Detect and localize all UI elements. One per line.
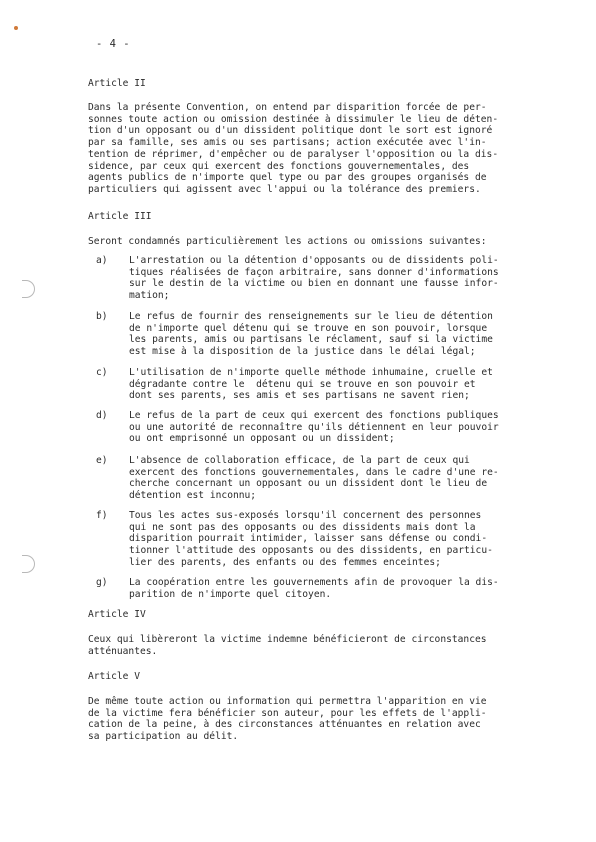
text-line: sonnes toute action ou omission destinée à dissimuler le lieu de déten- xyxy=(88,113,499,125)
item-text xyxy=(129,455,499,502)
article-iii-intro xyxy=(88,236,536,248)
text-line: sidence, par ceux qui exercent des fonctions gouvernementales, des xyxy=(88,160,470,172)
text-line: lier des parents, des enfants ou des femmes enceintes; xyxy=(129,556,441,568)
text-line: détention est inconnu; xyxy=(129,490,257,502)
article-ii-text xyxy=(88,102,536,196)
text-line: ou ont emprisonné un opposant ou un dissident; xyxy=(129,433,395,445)
text-line: exercent des fonctions gouvernementales, dans le cadre d'une re- xyxy=(129,466,499,478)
text-line: agents publics de n'importe quel type ou par des groupes organisés de xyxy=(88,172,487,184)
text-line: L'absence de collaboration efficace, de la part de ceux qui xyxy=(129,455,470,466)
text-line: tention de réprimer, d'empêcher ou de paralyser l'opposition ou la dis- xyxy=(88,148,499,160)
item-letter: e) xyxy=(96,455,108,466)
text-line: L'utilisation de n'importe quelle méthode inhumaine, cruelle et xyxy=(129,367,493,378)
item-text xyxy=(129,311,493,358)
text-line: de n'importe quel détenu qui se trouve en son pouvoir, lorsque xyxy=(129,322,488,334)
text-line: Le refus de la part de ceux qui exercent des fonctions publiques xyxy=(129,410,499,421)
item-text xyxy=(129,577,499,600)
article-v-heading: Article V xyxy=(88,671,140,682)
ink-mark xyxy=(14,26,18,30)
text-line: qui ne sont pas des opposants ou des dissidents mais dont la xyxy=(129,521,476,533)
text-line: Tous les actes sus-exposés lorsqu'il concernent des personnes xyxy=(129,510,482,521)
text-line: tionner l'attitude des opposants ou des dissidents, en particu- xyxy=(129,545,493,557)
item-text xyxy=(129,410,499,445)
article-ii-heading: Article II xyxy=(88,78,146,89)
text-line: Ceux qui libèreront la victime indemne bénéficieront de circonstances xyxy=(88,634,487,645)
item-text xyxy=(129,510,493,569)
text-line: sur le destin de la victime ou bien en donnant une fausse infor- xyxy=(129,278,499,290)
text-line: particuliers qui agissent avec l'appui ou la tolérance des premiers. xyxy=(88,183,481,195)
text-line: Le refus de fournir des renseignements sur le lieu de détention xyxy=(129,311,493,322)
punch-hole-bottom xyxy=(22,555,35,573)
text-line: De même toute action ou information qui permettra l'apparition en vie xyxy=(88,696,487,707)
article-v-text xyxy=(88,696,536,743)
text-line: les parents, amis ou partisans le réclament, sauf si la victime xyxy=(129,334,493,346)
text-line: dégradante contre le détenu qui se trouve en son pouvoir et xyxy=(129,378,476,390)
punch-hole-top xyxy=(22,280,35,298)
text-line: parition de n'importe quel citoyen. xyxy=(129,588,332,600)
text-line: Seront condamnés particulièrement les actions ou omissions suivantes: xyxy=(88,236,487,247)
article-iv-heading: Article IV xyxy=(88,609,146,620)
text-line: tion d'un opposant ou d'un dissident politique dont le sort est ignoré xyxy=(88,125,493,137)
item-letter: d) xyxy=(96,410,108,421)
item-letter: b) xyxy=(96,311,108,322)
text-line: par sa famille, ses amis ou ses partisans; action exécutée avec l'in- xyxy=(88,137,487,149)
text-line: est mise à la disposition de la justice dans le délai légal; xyxy=(129,346,476,358)
article-iii-heading: Article III xyxy=(88,211,152,222)
item-text xyxy=(129,367,493,402)
item-letter: c) xyxy=(96,367,108,378)
text-line: dont ses parents, ses amis et ses partisans ne savent rien; xyxy=(129,390,470,402)
text-line: L'arrestation ou la détention d'opposants ou de dissidents poli- xyxy=(129,255,499,266)
item-letter: f) xyxy=(96,510,108,521)
item-text xyxy=(129,255,499,302)
text-line: tiques réalisées de façon arbitraire, sans donner d'informations xyxy=(129,266,499,278)
page-number: - 4 - xyxy=(96,38,131,50)
item-letter: g) xyxy=(96,577,108,588)
text-line: ou une autorité de reconnaître qu'ils détiennent en leur pouvoir xyxy=(129,421,499,433)
text-line: disparition pourrait intimider, laisser sans défense ou condi- xyxy=(129,533,488,545)
text-line: cation de la peine, à des circonstances atténuantes en relation avec xyxy=(88,719,481,731)
item-letter: a) xyxy=(96,255,108,266)
text-line: sa participation au délit. xyxy=(88,731,239,743)
text-line: cherche concernant un opposant ou un dissident dont le lieu de xyxy=(129,478,488,490)
article-iv-text xyxy=(88,634,536,657)
text-line: La coopération entre les gouvernements afin de provoquer la dis- xyxy=(129,577,499,588)
text-line: atténuantes. xyxy=(88,645,158,657)
text-line: de la victime fera bénéficier son auteur, pour les effets de l'appli- xyxy=(88,707,487,719)
text-line: mation; xyxy=(129,290,170,302)
text-line: Dans la présente Convention, on entend par disparition forcée de per- xyxy=(88,102,487,113)
